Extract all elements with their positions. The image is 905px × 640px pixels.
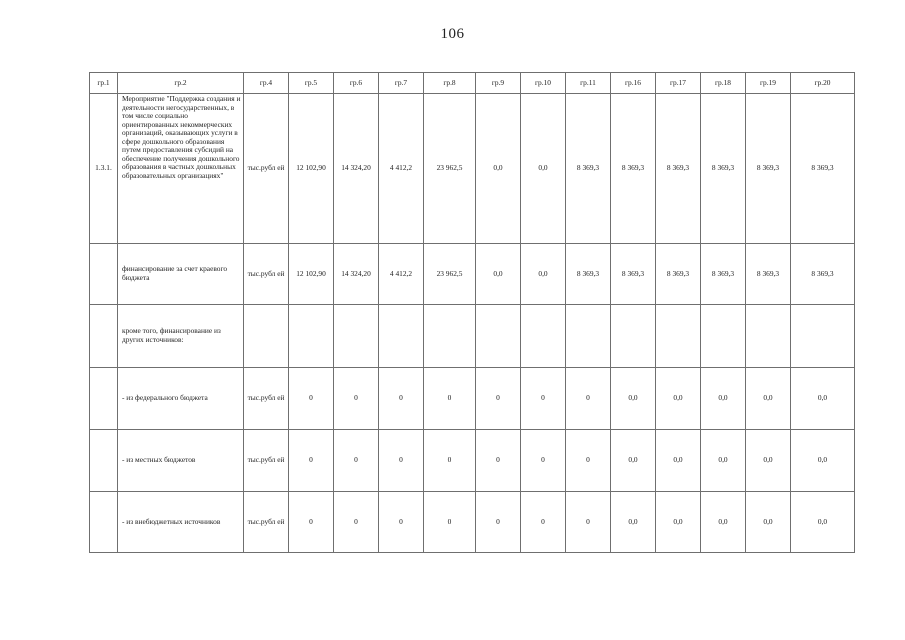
value-cell	[611, 305, 656, 368]
row-unit: тыс.рубл ей	[244, 368, 289, 430]
value-cell	[566, 305, 611, 368]
value-cell	[656, 305, 701, 368]
value-cell	[379, 305, 424, 368]
value-cell: 0,0	[791, 368, 855, 430]
table-row	[90, 244, 855, 305]
value-cell: 0,0	[611, 430, 656, 492]
column-header: гр.4	[244, 73, 289, 94]
value-cell: 0,0	[746, 430, 791, 492]
value-cell: 8 369,3	[566, 244, 611, 305]
row-code	[90, 305, 118, 368]
value-cell: 8 369,3	[791, 244, 855, 305]
value-cell: 8 369,3	[746, 244, 791, 305]
budget-table	[89, 72, 855, 553]
value-cell	[521, 305, 566, 368]
row-code	[90, 492, 118, 553]
row-code	[90, 368, 118, 430]
value-cell: 14 324,20	[334, 244, 379, 305]
column-header: гр.1	[90, 73, 118, 94]
value-cell: 8 369,3	[611, 244, 656, 305]
column-header: гр.5	[289, 73, 334, 94]
row-description: - из внебюджетных источников	[118, 492, 244, 553]
value-cell: 0	[476, 368, 521, 430]
value-cell: 0	[334, 492, 379, 553]
value-cell	[746, 305, 791, 368]
row-description: финансирование за счет краевого бюджета	[118, 244, 244, 305]
value-cell	[289, 305, 334, 368]
value-cell: 0	[424, 430, 476, 492]
value-cell: 0	[289, 368, 334, 430]
value-cell: 0,0	[656, 492, 701, 553]
value-cell: 0	[289, 430, 334, 492]
value-cell: 8 369,3	[611, 94, 656, 244]
page-number: 106	[440, 26, 465, 42]
value-cell: 0,0	[746, 368, 791, 430]
value-cell: 0	[521, 368, 566, 430]
value-cell: 0	[521, 492, 566, 553]
column-header: гр.7	[379, 73, 424, 94]
value-cell: 8 369,3	[701, 244, 746, 305]
value-cell	[424, 305, 476, 368]
row-description: - из местных бюджетов	[118, 430, 244, 492]
value-cell: 0	[476, 430, 521, 492]
value-cell: 0,0	[746, 492, 791, 553]
value-cell: 0	[566, 492, 611, 553]
value-cell: 0,0	[656, 368, 701, 430]
row-code	[90, 244, 118, 305]
value-cell: 0,0	[656, 430, 701, 492]
row-unit: тыс.рубл ей	[244, 244, 289, 305]
value-cell: 0	[379, 492, 424, 553]
column-header: гр.19	[746, 73, 791, 94]
column-header: гр.8	[424, 73, 476, 94]
value-cell: 4 412,2	[379, 244, 424, 305]
row-description: кроме того, финансирование из других источников:	[118, 305, 244, 368]
header-row	[90, 73, 855, 94]
value-cell	[701, 305, 746, 368]
value-cell: 4 412,2	[379, 94, 424, 244]
value-cell	[476, 305, 521, 368]
table-row	[90, 430, 855, 492]
column-header: гр.16	[611, 73, 656, 94]
table-row	[90, 492, 855, 553]
table-row	[90, 305, 855, 368]
value-cell: 8 369,3	[791, 94, 855, 244]
row-unit: тыс.рубл ей	[244, 492, 289, 553]
row-description: - из федерального бюджета	[118, 368, 244, 430]
column-header: гр.9	[476, 73, 521, 94]
value-cell: 0	[476, 492, 521, 553]
value-cell: 0	[334, 368, 379, 430]
value-cell: 0	[289, 492, 334, 553]
row-code: 1.3.1.	[90, 94, 118, 244]
value-cell: 0,0	[476, 244, 521, 305]
value-cell: 0	[379, 430, 424, 492]
row-unit	[244, 305, 289, 368]
row-unit: тыс.рубл ей	[244, 430, 289, 492]
value-cell	[791, 305, 855, 368]
value-cell: 0,0	[476, 94, 521, 244]
column-header: гр.20	[791, 73, 855, 94]
value-cell: 23 962,5	[424, 94, 476, 244]
row-description: Мероприятие "Поддержка создания и деятельности негосударственных, в том числе социально ориентированных некоммерческих организаций, оказывающих услуги в сфере дошкольного образования путем предоставления субсидий на обеспечение получения дошкольного образования в частных дошкольных образовательных организациях"	[118, 94, 244, 244]
value-cell: 0,0	[701, 368, 746, 430]
value-cell: 23 962,5	[424, 244, 476, 305]
value-cell: 0,0	[521, 244, 566, 305]
value-cell: 0,0	[791, 492, 855, 553]
column-header: гр.11	[566, 73, 611, 94]
value-cell: 0	[566, 430, 611, 492]
table-row	[90, 94, 855, 244]
value-cell: 8 369,3	[656, 244, 701, 305]
value-cell: 0,0	[701, 492, 746, 553]
row-unit: тыс.рубл ей	[244, 94, 289, 244]
value-cell: 8 369,3	[656, 94, 701, 244]
value-cell: 0	[379, 368, 424, 430]
value-cell: 0	[424, 492, 476, 553]
value-cell: 0	[424, 368, 476, 430]
value-cell: 0,0	[701, 430, 746, 492]
value-cell: 12 102,90	[289, 94, 334, 244]
column-header: гр.18	[701, 73, 746, 94]
column-header: гр.17	[656, 73, 701, 94]
value-cell: 0,0	[521, 94, 566, 244]
value-cell: 8 369,3	[701, 94, 746, 244]
value-cell: 0,0	[611, 492, 656, 553]
value-cell: 12 102,90	[289, 244, 334, 305]
column-header: гр.6	[334, 73, 379, 94]
value-cell: 8 369,3	[566, 94, 611, 244]
value-cell: 0,0	[791, 430, 855, 492]
value-cell: 14 324,20	[334, 94, 379, 244]
value-cell: 0	[521, 430, 566, 492]
column-header: гр.2	[118, 73, 244, 94]
column-header: гр.10	[521, 73, 566, 94]
table-header	[90, 73, 855, 94]
row-code	[90, 430, 118, 492]
value-cell: 0	[566, 368, 611, 430]
value-cell	[334, 305, 379, 368]
table-row	[90, 368, 855, 430]
value-cell: 8 369,3	[746, 94, 791, 244]
value-cell: 0	[334, 430, 379, 492]
value-cell: 0,0	[611, 368, 656, 430]
